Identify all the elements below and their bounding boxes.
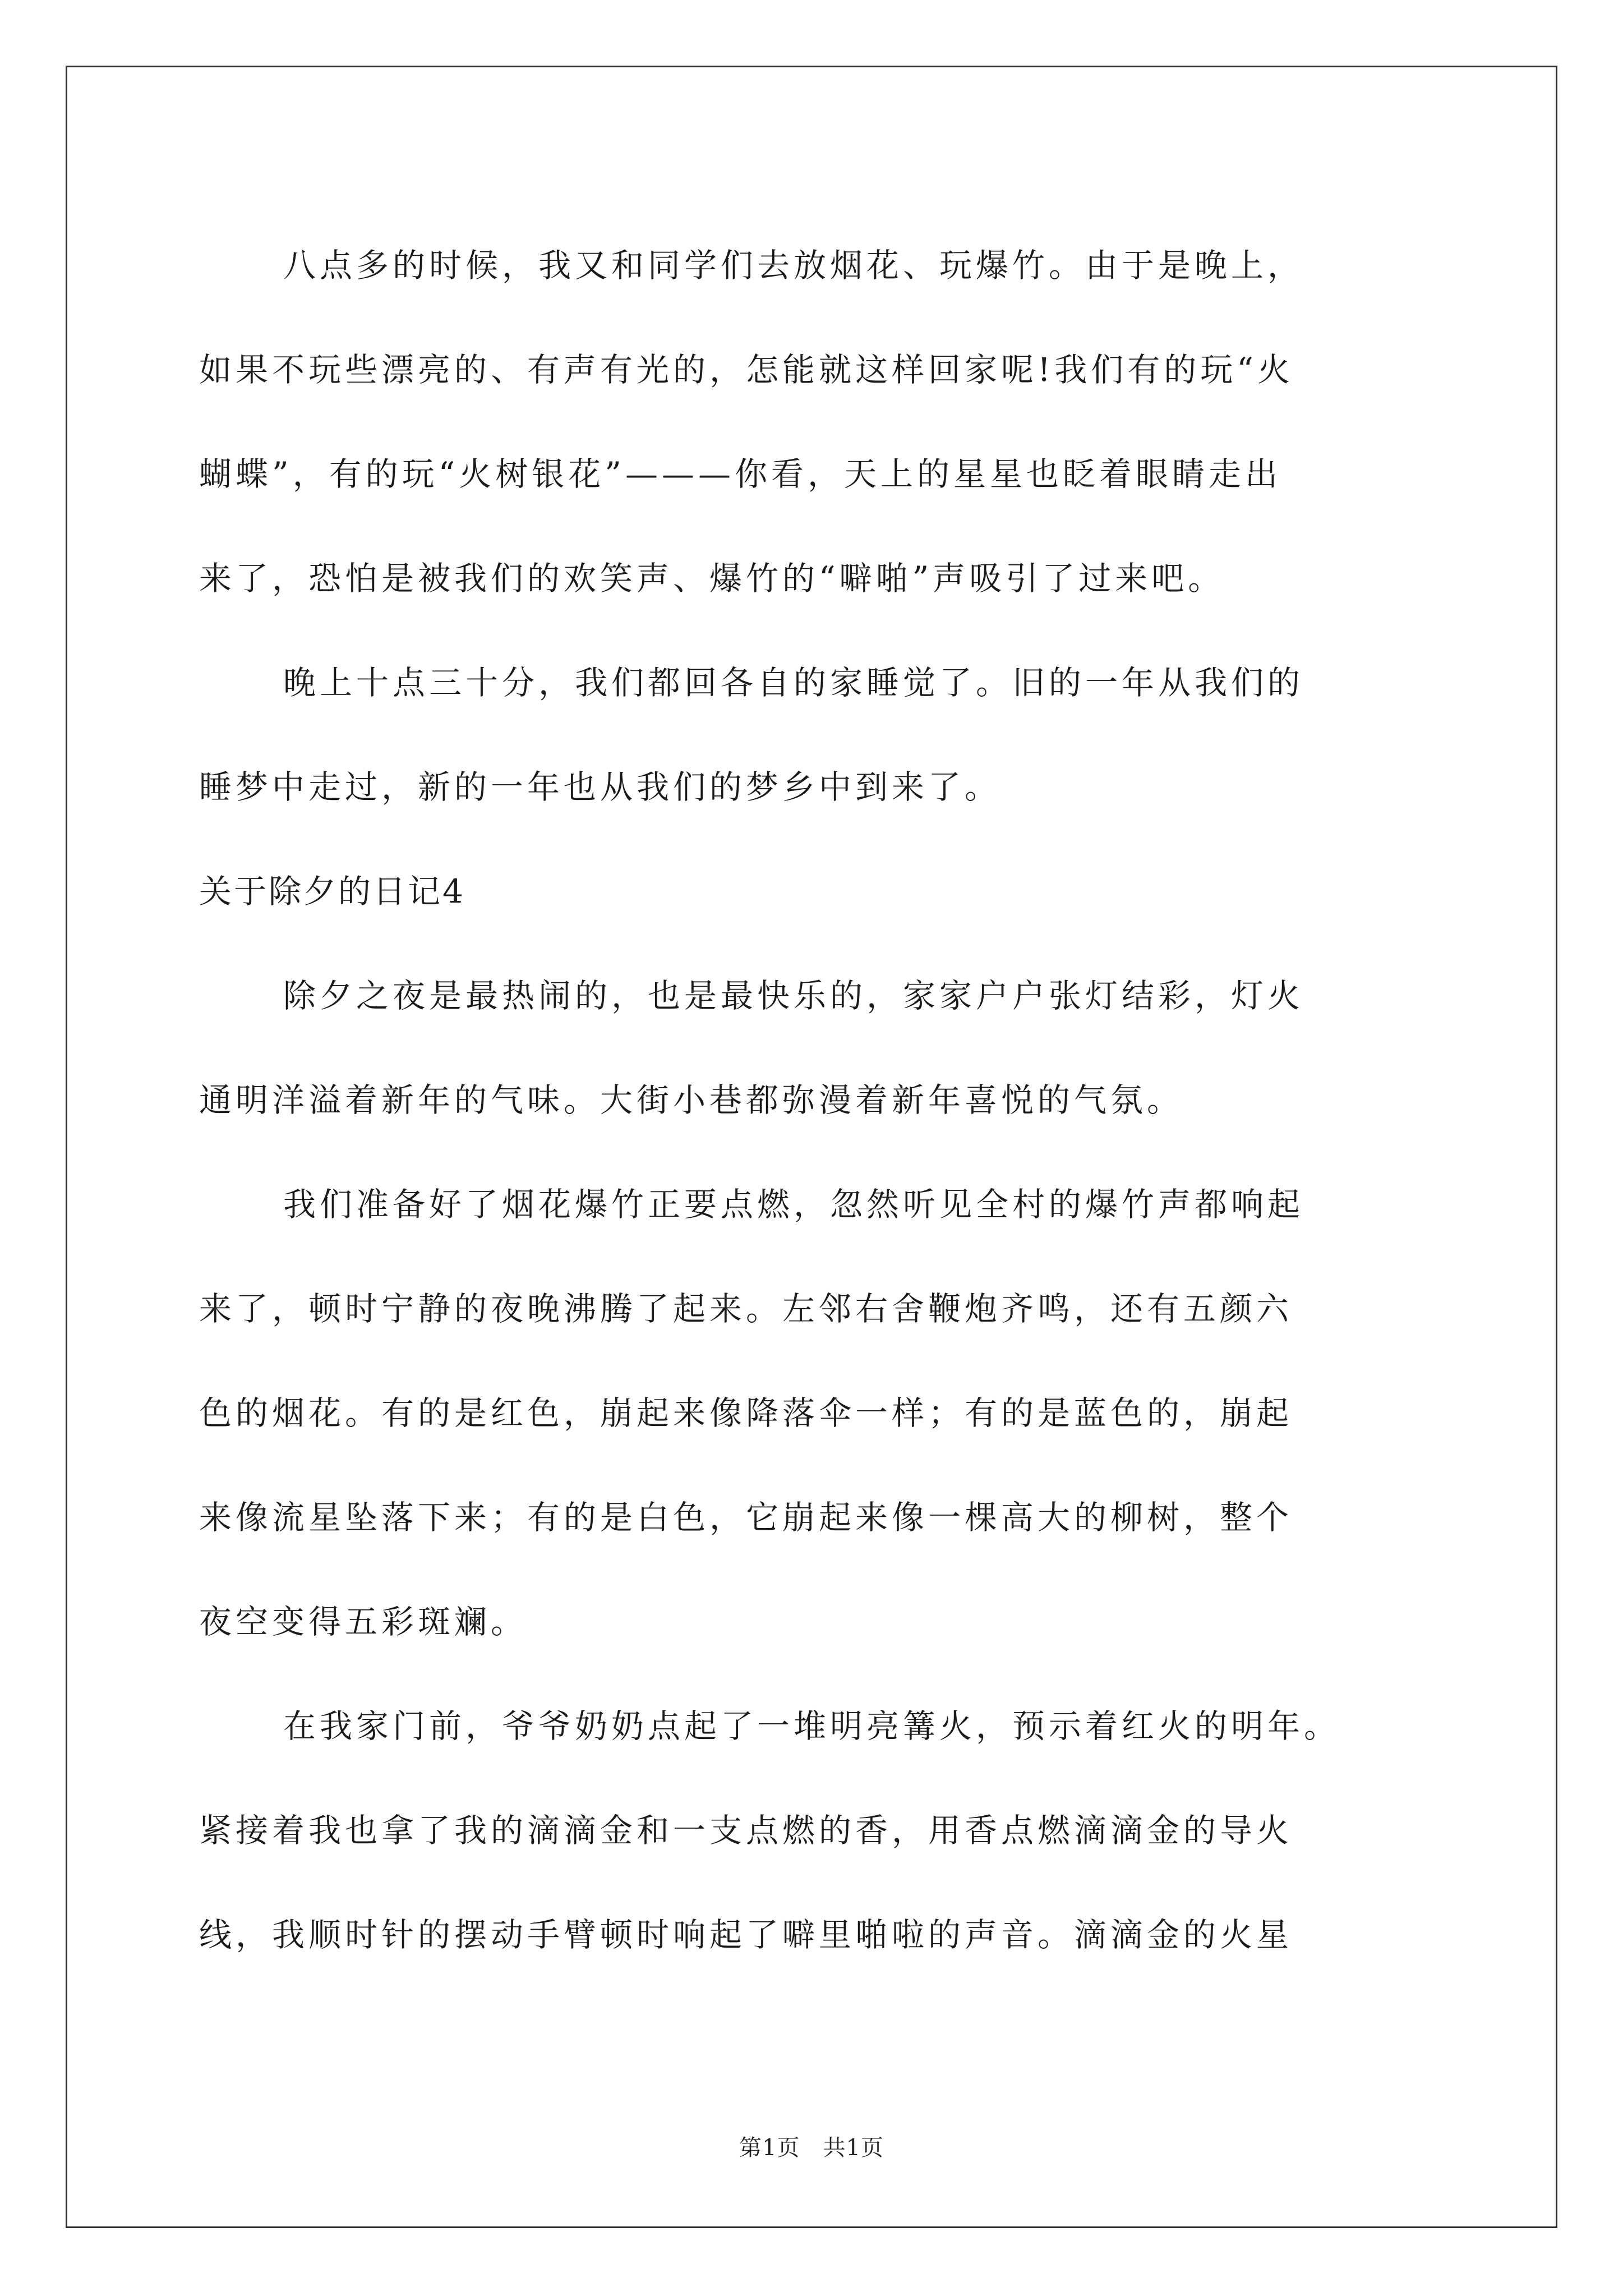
text-line: 蝴蝶”，有的玩“火树银花”———你看，天上的星星也眨着眼睛走出 [199,455,1281,493]
text-line: 色的烟花。有的是红色，崩起来像降落伞一样；有的是蓝色的，崩起 [199,1394,1293,1432]
section-heading: 关于除夕的日记4 [199,872,465,910]
text-line: 晚上十点三十分，我们都回各自的家睡觉了。旧的一年从我们的 [283,664,1304,702]
text-line: 来了，恐怕是被我们的欢笑声、爆竹的“噼啪”声吸引了过来吧。 [199,559,1225,597]
page-number-footer: 第1页 共1页 [739,2135,884,2161]
text-line: 在我家门前，爷爷奶奶点起了一堆明亮篝火，预示着红火的明年。 [283,1707,1341,1745]
text-line: 夜空变得五彩斑斓。 [199,1603,528,1641]
text-line: 八点多的时候，我又和同学们去放烟花、玩爆竹。由于是晚上， [283,246,1304,284]
text-line: 来了，顿时宁静的夜晚沸腾了起来。左邻右舍鞭炮齐鸣，还有五颜六 [199,1290,1293,1328]
text-line: 睡梦中走过，新的一年也从我们的梦乡中到来了。 [199,768,1002,806]
text-line: 线，我顺时针的摆动手臂顿时响起了噼里啪啦的声音。滴滴金的火星 [199,1916,1293,1954]
text-line: 来像流星坠落下来；有的是白色，它崩起来像一棵高大的柳树，整个 [199,1498,1293,1536]
text-line: 我们准备好了烟花爆竹正要点燃，忽然听见全村的爆竹声都响起 [283,1185,1304,1223]
text-line: 如果不玩些漂亮的、有声有光的，怎能就这样回家呢!我们有的玩“火 [199,351,1294,389]
document-body [199,213,1444,1987]
text-line: 通明洋溢着新年的气味。大街小巷都弥漫着新年喜悦的气氛。 [199,1081,1184,1119]
text-line: 除夕之夜是最热闹的，也是最快乐的，家家户户张灯结彩，灯火 [283,977,1304,1015]
text-line: 紧接着我也拿了我的滴滴金和一支点燃的香，用香点燃滴滴金的导火 [199,1811,1293,1849]
